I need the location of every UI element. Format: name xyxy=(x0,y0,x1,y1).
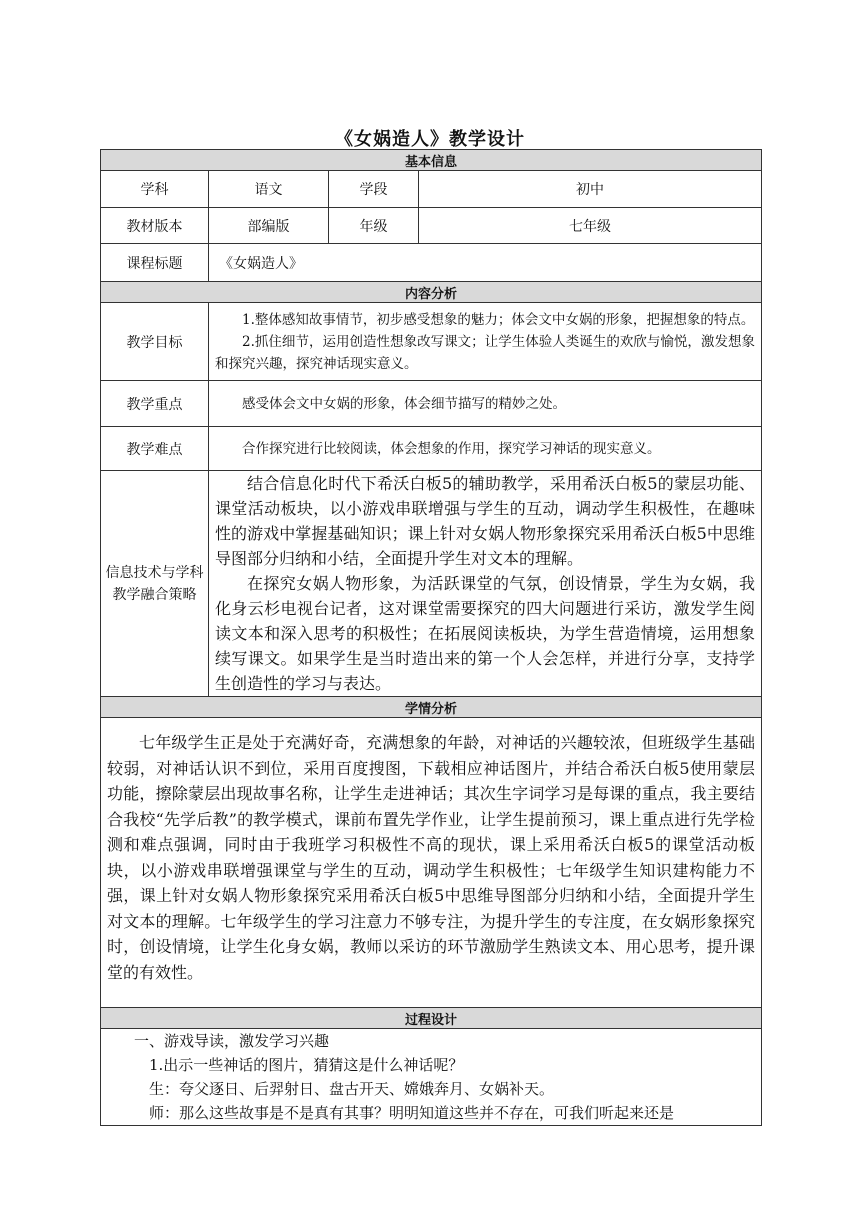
course-label: 课程标题 xyxy=(101,244,209,282)
difficulty-cell xyxy=(209,427,762,471)
goal-item-1: 1.整体感知故事情节，初步感受想象的魅力；体会文中女娲的形象，把握想象的特点。 xyxy=(242,311,755,328)
subject-label: 学科 xyxy=(101,171,209,208)
goals-label: 教学目标 xyxy=(101,303,209,381)
process-line-3: 生：夸父逐日、后羿射日、盘古开天、嫦娥奔月、女娲补天。 xyxy=(149,1080,555,1098)
edition-label: 教材版本 xyxy=(101,208,209,244)
it-strategy-content xyxy=(209,471,762,697)
goals-content xyxy=(209,303,762,381)
subject-value: 语文 xyxy=(209,171,329,208)
process-line-1: 一、游戏导读，激发学习兴趣 xyxy=(134,1032,330,1050)
edition-value: 部编版 xyxy=(209,208,329,244)
document-title: 《女娲造人》教学设计 xyxy=(335,129,525,150)
process-line-4: 师：那么这些故事是不是真有其事？明明知道这些并不存在，可我们听起来还是 xyxy=(149,1104,675,1122)
focus-label: 教学重点 xyxy=(101,381,209,427)
focus-text: 感受体会文中女娲的形象，体会细节描写的精妙之处。 xyxy=(242,395,566,412)
section-header-process: 过程设计 xyxy=(101,1008,762,1029)
goal-item-2: 2.抓住细节，运用创造性想象改写课文；让学生体验人类诞生的欢欣与愉悦，激发想象和探究兴趣，探究神话现实意义。 xyxy=(215,333,756,372)
grade-value: 七年级 xyxy=(419,208,762,244)
course-value: 《女娲造人》 xyxy=(209,244,762,282)
grade-label: 年级 xyxy=(329,208,419,244)
it-strategy-label: 信息技术与学科教学融合策略 xyxy=(101,471,209,697)
difficulty-label: 教学难点 xyxy=(101,427,209,471)
it-paragraph-1: 结合信息化时代下希沃白板5的辅助教学，采用希沃白板5的蒙层功能、课堂活动板块，以小游戏串联增强与学生的互动，调动学生积极性，在趣味性的游戏中掌握基础知识；课上针对女娲人物形象探究采用希沃白板5中思维导图部分归纳和小结，全面提升学生对文本的理解。 xyxy=(215,474,756,568)
learner-analysis-text: 七年级学生正是处于充满好奇，充满想象的年龄，对神话的兴趣较浓，但班级学生基础较弱，对神话认识不到位，采用百度搜图，下载相应神话图片，并结合希沃白板5使用蒙层功能，擦除蒙层出现故事名称，让学生走进神话；其次生字词学习是每课的重点，我主要结合我校“先学后教”的教学模式，课前布置先学作业，让学生提前预习，课上重点进行先学检测和难点强调，同时由于我班学习积极性不高的现状，课上采用希沃白板5的课堂活动板块，以小游戏串联增强课堂与学生的互动，调动学生积极性；七年级学生知识建构能力不强，课上针对女娲人物形象探究采用希沃白板5中思维导图部分归纳和小结，全面提升学生对文本的理解。七年级学生的学习注意力不够专注，为提升学生的专注度，在女娲形象探究时，创设情境，让学生化身女娲，教师以采访的环节激励学生熟读文本、用心思考，提升课堂的有效性。 xyxy=(107,733,756,982)
focus-cell xyxy=(209,381,762,427)
difficulty-text: 合作探究进行比较阅读，体会想象的作用，探究学习神话的现实意义。 xyxy=(242,440,661,457)
process-content xyxy=(101,1029,762,1126)
section-header-content-analysis: 内容分析 xyxy=(101,282,762,303)
process-line-2: 1.出示一些神话的图片，猜猜这是什么神话呢？ xyxy=(149,1056,464,1074)
lesson-plan-table xyxy=(100,149,762,1126)
stage-label: 学段 xyxy=(329,171,419,208)
stage-value: 初中 xyxy=(419,171,762,208)
learner-analysis-cell xyxy=(101,718,762,1008)
section-header-learner-analysis: 学情分析 xyxy=(101,697,762,718)
it-paragraph-2: 在探究女娲人物形象，为活跃课堂的气氛，创设情景，学生为女娲，我化身云杉电视台记者，这对课堂需要探究的四大问题进行采访，激发学生阅读文本和深入思考的积极性；在拓展阅读板块，为学生营造情境，运用想象续写课文。如果学生是当时造出来的第一个人会怎样，并进行分享，支持学生创造性的学习与表达。 xyxy=(215,574,756,693)
section-header-basic-info: 基本信息 xyxy=(101,150,762,171)
